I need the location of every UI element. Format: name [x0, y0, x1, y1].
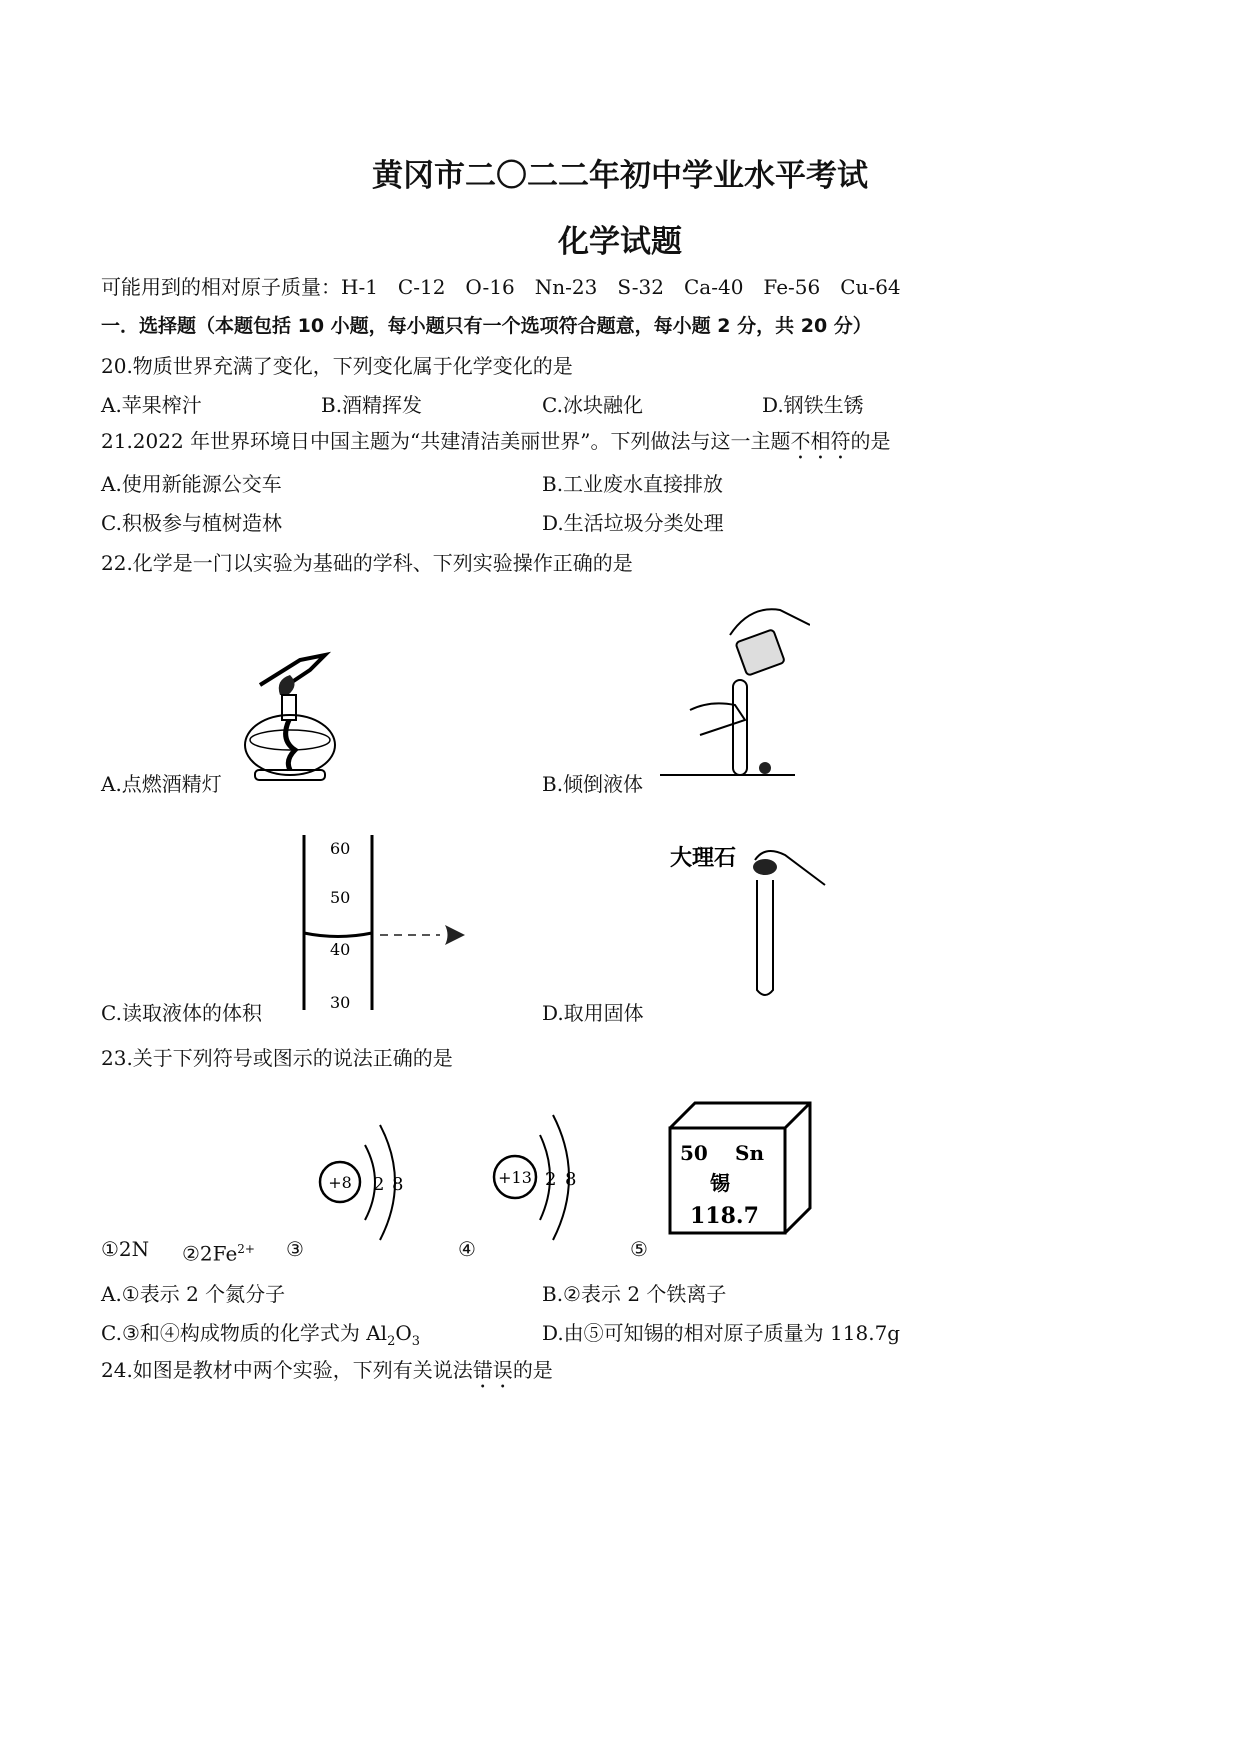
- symbol-2-charge: 2+: [237, 1242, 255, 1256]
- shell-3-1: 2: [373, 1174, 385, 1195]
- tick-40: 40: [330, 940, 351, 959]
- q23-option-c: [101, 1321, 420, 1354]
- q20-option-c: C.冰块融化: [542, 393, 643, 417]
- atom-structure-3: [310, 1110, 430, 1250]
- tick-30: 30: [330, 993, 351, 1010]
- exam-title: 黄冈市二〇二二年初中学业水平考试: [372, 158, 868, 194]
- symbol-4: ④: [458, 1237, 476, 1261]
- nucleus-4: +13: [498, 1168, 532, 1187]
- graduated-cylinder-illustration: [290, 830, 480, 1010]
- symbol-2-text: ②2Fe: [182, 1241, 238, 1266]
- q23-stem: 23.关于下列符号或图示的说法正确的是: [101, 1046, 453, 1070]
- q24-stem: [101, 1358, 553, 1393]
- section-heading: 一．选择题（本题包括 10 小题，每小题只有一个选项符合题意，每小题 2 分，共 20 分）: [101, 315, 872, 337]
- symbol-3: ③: [286, 1237, 304, 1261]
- q20-stem: 20.物质世界充满了变化，下列变化属于化学变化的是: [101, 354, 573, 378]
- alcohol-lamp-illustration: [240, 640, 360, 790]
- q21-option-c: C.积极参与植树造林: [101, 511, 282, 535]
- q20-option-a: A.苹果榨汁: [101, 393, 202, 417]
- symbol-1: ①2N: [101, 1237, 150, 1261]
- q23-option-b: B.②表示 2 个铁离子: [542, 1282, 727, 1306]
- marble-label: 大理石: [670, 845, 737, 871]
- solid-sampling-illustration: [665, 835, 835, 1005]
- q24-stem-text: 24.如图是教材中两个实验，下列有关说法: [101, 1358, 473, 1382]
- q23-c-mid: O: [395, 1321, 412, 1345]
- symbol-2: [182, 1237, 255, 1266]
- q22-option-c: C.读取液体的体积: [101, 1001, 262, 1025]
- tick-60: 60: [330, 839, 351, 858]
- element-number: 50: [680, 1141, 708, 1165]
- q21-stem: [101, 429, 891, 464]
- nucleus-3: +8: [328, 1173, 352, 1192]
- element-mass: 118.7: [690, 1203, 759, 1229]
- q21-stem-end: 的是: [850, 429, 891, 453]
- shell-3-2: 8: [392, 1174, 404, 1195]
- tick-50: 50: [330, 888, 351, 907]
- q23-option-a: A.①表示 2 个氮分子: [101, 1282, 286, 1306]
- q23-c-sub1: 2: [387, 1334, 396, 1349]
- q20-option-d: D.钢铁生锈: [762, 393, 864, 417]
- shell-4-1: 2: [545, 1169, 557, 1190]
- shell-4-2: 8: [565, 1169, 577, 1190]
- q24-emphasis: 错误: [472, 1358, 513, 1382]
- element-symbol: Sn: [735, 1141, 764, 1165]
- q23-c-sub2: 3: [411, 1334, 421, 1349]
- q22-option-d: D.取用固体: [542, 1001, 644, 1025]
- q22-option-a: A.点燃酒精灯: [101, 772, 222, 796]
- q20-option-b: B.酒精挥发: [321, 393, 423, 417]
- q21-option-b: B.工业废水直接排放: [542, 472, 724, 496]
- q21-option-d: D.生活垃圾分类处理: [542, 511, 724, 535]
- exam-subtitle: 化学试题: [558, 224, 682, 260]
- q22-option-b: B.倾倒液体: [542, 772, 644, 796]
- atomic-masses: 可能用到的相对原子质量：H-1 C-12 O-16 Nn-23 S-32 Ca-40 Fe-56 Cu-64: [101, 275, 901, 299]
- pouring-liquid-illustration: [660, 595, 810, 785]
- symbol-5: ⑤: [630, 1237, 648, 1261]
- q23-c-text: C.③和④构成物质的化学式为 Al: [101, 1321, 388, 1345]
- q24-stem-end: 的是: [512, 1358, 553, 1382]
- element-name: 锡: [710, 1171, 730, 1195]
- q22-stem: 22.化学是一门以实验为基础的学科、下列实验操作正确的是: [101, 551, 633, 575]
- atom-structure-4: [485, 1105, 605, 1245]
- q23-option-d: D.由⑤可知锡的相对原子质量为 118.7g: [542, 1321, 901, 1345]
- tin-element-cell: [665, 1098, 815, 1238]
- q21-stem-text: 21.2022 年世界环境日中国主题为“共建清洁美丽世界”。下列做法与这一主题: [101, 429, 791, 453]
- q21-emphasis: 不相符: [790, 429, 851, 453]
- q21-option-a: A.使用新能源公交车: [101, 472, 282, 496]
